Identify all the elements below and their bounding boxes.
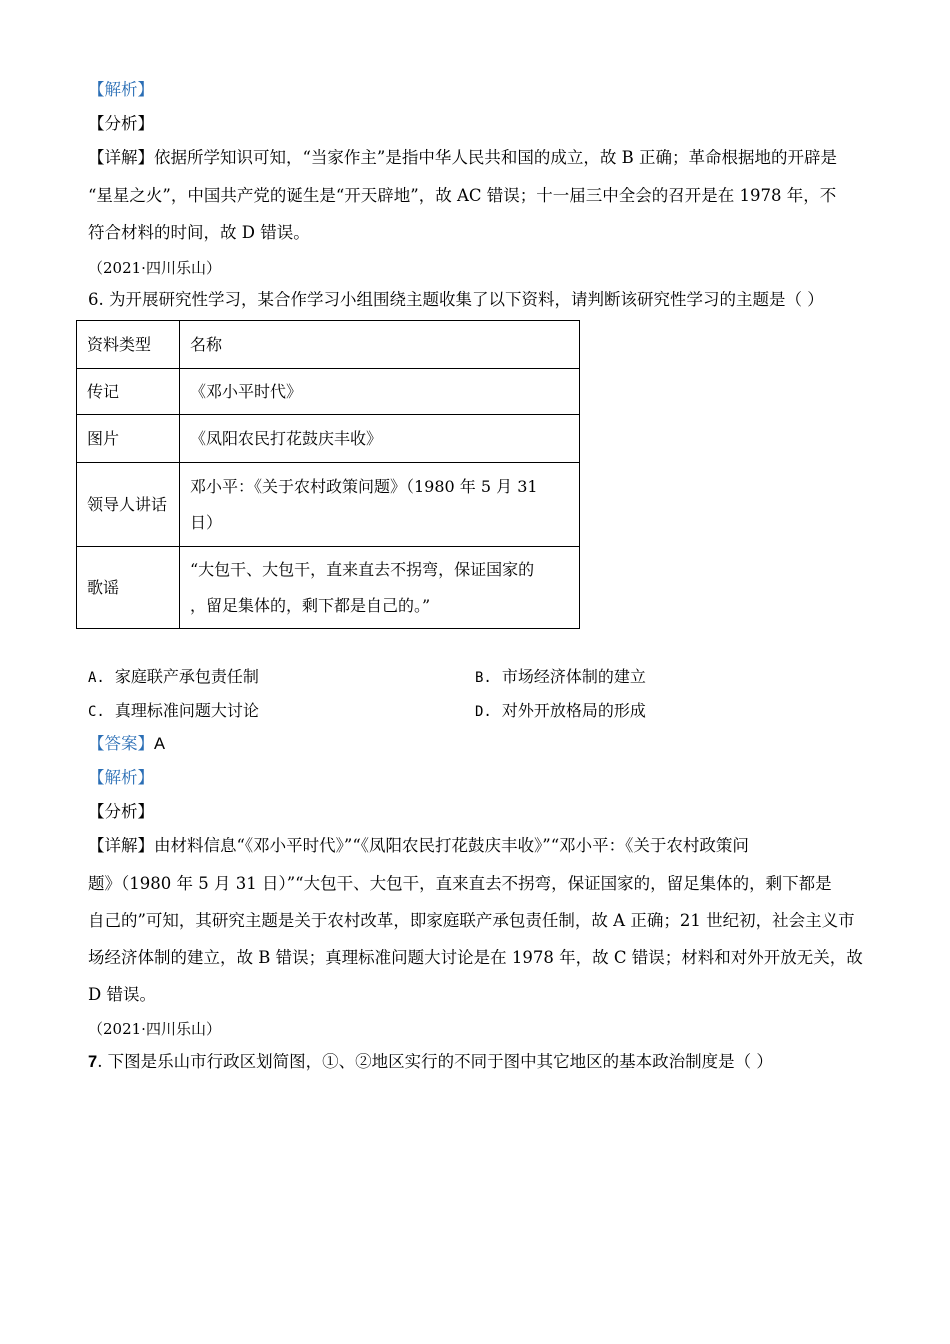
table-cell-type: 领导人讲话 <box>77 463 180 547</box>
q6-detail-line-4: 场经济体制的建立，故 B 错误；真理标准问题大讨论是在 1978 年，故 C 错误；材料和对外开放无关，故 <box>88 948 863 967</box>
prev-detail-line-3: 符合材料的时间，故 D 错误。 <box>88 223 310 242</box>
q7-stem: 7. 下图是乐山市行政区划简图，①、②地区实行的不同于图中其它地区的基本政治制度是（ ） <box>88 1052 773 1071</box>
prev-detail-line-1: 【详解】依据所学知识可知，“当家作主”是指中华人民共和国的成立，故 B 正确；革命根据地的开辟是 <box>88 148 837 167</box>
q6-answer: 【答案】A <box>88 734 166 753</box>
prev-analysis-tag: 【解析】 <box>88 80 154 99</box>
q6-stem: 6. 为开展研究性学习，某合作学习小组围绕主题收集了以下资料，请判断该研究性学习的主题是（ ） <box>88 290 824 309</box>
table-header-cell: 资料类型 <box>77 321 180 369</box>
q6-option-b[interactable]: B. 市场经济体制的建立 <box>475 667 646 686</box>
q6-fenxi-tag: 【分析】 <box>88 802 154 821</box>
q6-detail-line-3: 自己的”可知，其研究主题是关于农村改革，即家庭联产承包责任制，故 A 正确；21 世纪初，社会主义市 <box>88 911 855 930</box>
table-row <box>77 369 580 415</box>
table-cell-name: 《邓小平时代》 <box>180 369 580 415</box>
q6-material-table <box>76 320 580 629</box>
table-row <box>77 547 580 629</box>
table-header-row <box>77 321 580 369</box>
table-row <box>77 463 580 547</box>
table-cell-type: 传记 <box>77 369 180 415</box>
q6-source: （2021·四川乐山） <box>88 259 221 277</box>
q6-analysis-tag: 【解析】 <box>88 768 154 787</box>
prev-detail-line-2: “星星之火”，中国共产党的诞生是“开天辟地”，故 AC 错误；十一届三中全会的召开是在 1978 年，不 <box>88 186 837 205</box>
q6-detail-line-1: 【详解】由材料信息“《邓小平时代》”“《凤阳农民打花鼓庆丰收》”“邓小平：《关于农村政策问 <box>88 836 749 855</box>
q7-source: （2021·四川乐山） <box>88 1020 221 1038</box>
table-header-cell: 名称 <box>180 321 580 369</box>
q7-number: 7 <box>88 1053 98 1071</box>
q6-option-a[interactable]: A. 家庭联产承包责任制 <box>88 667 259 686</box>
prev-fenxi-tag: 【分析】 <box>88 114 154 133</box>
table-cell-name: “大包干、大包干，直来直去不拐弯，保证国家的 ，留足集体的，剩下都是自己的。” <box>180 547 580 629</box>
table-cell-name: 邓小平：《关于农村政策问题》（1980 年 5 月 31 日） <box>180 463 580 547</box>
answer-value: A <box>154 735 166 753</box>
detail-tag: 【详解】 <box>88 148 154 167</box>
q6-option-c[interactable]: C. 真理标准问题大讨论 <box>88 701 259 720</box>
table-cell-type: 歌谣 <box>77 547 180 629</box>
q6-option-d[interactable]: D. 对外开放格局的形成 <box>475 701 646 720</box>
table-row <box>77 415 580 463</box>
table-cell-type: 图片 <box>77 415 180 463</box>
q6-detail-line-5: D 错误。 <box>88 985 156 1004</box>
q6-detail-line-2: 题》（1980 年 5 月 31 日）”“大包干、大包干，直来直去不拐弯，保证国家的，留足集体的，剩下都是 <box>88 874 832 893</box>
detail-tag: 【详解】 <box>88 836 154 855</box>
table-cell-name: 《凤阳农民打花鼓庆丰收》 <box>180 415 580 463</box>
